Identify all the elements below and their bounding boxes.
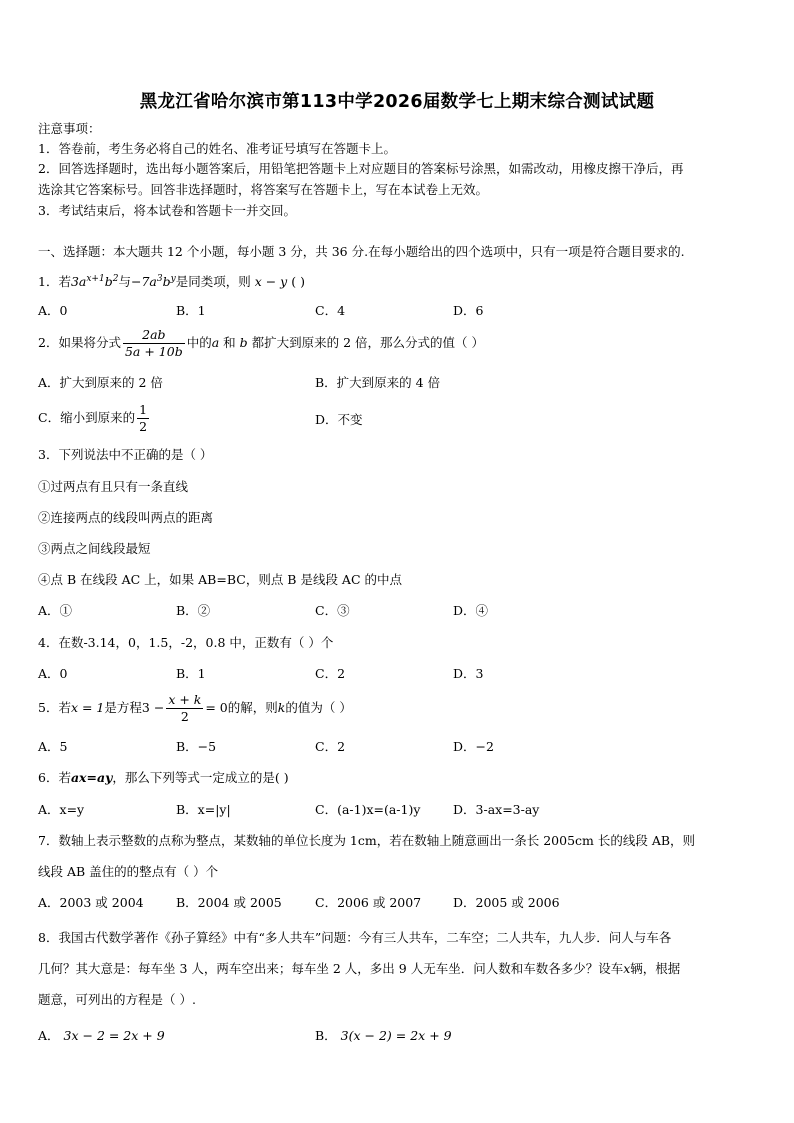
q5-fraction: $\frac{x + k}{2}$ (168, 692, 202, 724)
q1-expression: x − y (254, 274, 288, 290)
question-2-stem: 2．如果将分式 $\frac{2ab}{5a + 10b}$ 中的a 和 b 都扩大到原来的 2 倍，那么分式的值（ ） (38, 327, 485, 359)
question-7-stem-cont: 线段 AB 盖住的的整点有（ ）个 (38, 864, 219, 879)
q6-option-b: B．x=|y| (176, 802, 231, 817)
q6-option-d: D．3-ax=3-ay (453, 802, 540, 817)
q1-term2: $-7a^3b^y$ (130, 274, 176, 290)
notice-item: 2．回答选择题时，选出每小题答案后，用铅笔把答题卡上对应题目的答案标号涂黑，如需改动，用橡皮擦干净后，再 (38, 161, 684, 176)
q8-option-a: A． 3x − 2 = 2x + 9 (38, 1028, 165, 1043)
question-8-stem-cont: 几何？其大意是：每车坐 3 人，两车空出来；每车坐 2 人，多出 9 人无车坐．问人数和车数各多少？设车x辆，根据 (38, 961, 681, 976)
q4-option-d: D．3 (453, 666, 484, 681)
q3-option-a: A．① (38, 603, 73, 618)
q2-option-d: D．不变 (315, 412, 363, 427)
q1-term1: $3a^{x+1}b^2$ (70, 274, 119, 290)
q7-option-a: A．2003 或 2004 (38, 895, 144, 910)
question-1-stem: 1．若$3a^{x+1}b^2$与$-7a^3b^y$是同类项，则 x − y ( ) (38, 274, 305, 290)
q3-option-c: C．③ (315, 603, 350, 618)
notice-item: 3．考试结束后，将本试卷和答题卡一并交回。 (38, 203, 296, 218)
q2-option-a: A．扩大到原来的 2 倍 (38, 375, 163, 390)
q4-option-c: C．2 (315, 666, 346, 681)
q6-option-a: A．x=y (38, 802, 85, 817)
q1-option-c: C．4 (315, 303, 346, 318)
page-title: 黑龙江省哈尔滨市第113中学2026届数学七上期末综合测试试题 (139, 92, 655, 112)
q3-statement: ③两点之间线段最短 (38, 541, 151, 556)
q7-option-d: D．2005 或 2006 (453, 895, 560, 910)
q8-option-b: B． 3(x − 2) = 2x + 9 (315, 1028, 452, 1043)
q3-option-d: D．④ (453, 603, 489, 618)
q4-option-b: B．1 (176, 666, 206, 681)
q4-option-a: A．0 (38, 666, 68, 681)
q5-option-c: C．2 (315, 739, 346, 754)
question-8-stem-end: 题意，可列出的方程是（ ）. (38, 992, 196, 1007)
q2-option-b: B．扩大到原来的 4 倍 (315, 375, 441, 390)
notice-item: 选涂其它答案标号。回答非选择题时，将答案写在答题卡上，写在本试卷上无效。 (38, 182, 489, 197)
q2-fraction: $\frac{2ab}{5a + 10b}$ (124, 327, 183, 359)
q3-option-b: B．② (176, 603, 211, 618)
q7-option-c: C．2006 或 2007 (315, 895, 422, 910)
q5-option-b: B．−5 (176, 739, 217, 754)
question-7-stem: 7．数轴上表示整数的点称为整点，某数轴的单位长度为 1cm，若在数轴上随意画出一条长 2005cm 长的线段 AB，则 (38, 833, 696, 848)
question-6-stem: 6．若ax=ay，那么下列等式一定成立的是( ) (38, 770, 289, 785)
q5-option-d: D．−2 (453, 739, 494, 754)
question-8-stem: 8．我国古代数学著作《孙子算经》中有“多人共车”问题：今有三人共车，二车空；二人共车，九人步．问人与车各 (38, 930, 672, 945)
q5-option-a: A．5 (38, 739, 68, 754)
section-heading: 一、选择题：本大题共 12 个小题，每小题 3 分，共 36 分.在每小题给出的四个选项中，只有一项是符合题目要求的. (38, 244, 685, 259)
q1-option-d: D．6 (453, 303, 484, 318)
q1-option-a: A．0 (38, 303, 68, 318)
question-5-stem: 5．若x = 1是方程3 − $\frac{x + k}{2}$ = 0的解，则k的值为（ ） (38, 692, 352, 724)
q3-statement: ④点 B 在线段 AC 上，如果 AB=BC，则点 B 是线段 AC 的中点 (38, 572, 402, 587)
notice-heading: 注意事项： (38, 121, 101, 136)
question-3-stem: 3．下列说法中不正确的是（ ） (38, 447, 213, 462)
q2-option-c: C．缩小到原来的 $\frac{1}{2}$ (38, 402, 148, 434)
q3-statement: ①过两点有且只有一条直线 (38, 479, 189, 494)
q1-option-b: B．1 (176, 303, 206, 318)
q3-statement: ②连接两点的线段叫两点的距离 (38, 510, 214, 525)
question-4-stem: 4．在数-3.14，0，1.5，-2，0.8 中，正数有（ ）个 (38, 635, 334, 650)
q6-option-c: C．(a-1)x=(a-1)y (315, 802, 421, 817)
notice-item: 1．答卷前，考生务必将自己的姓名、准考证号填写在答题卡上。 (38, 141, 396, 156)
q2-option-c-fraction: $\frac{1}{2}$ (139, 402, 148, 434)
q7-option-b: B．2004 或 2005 (176, 895, 282, 910)
